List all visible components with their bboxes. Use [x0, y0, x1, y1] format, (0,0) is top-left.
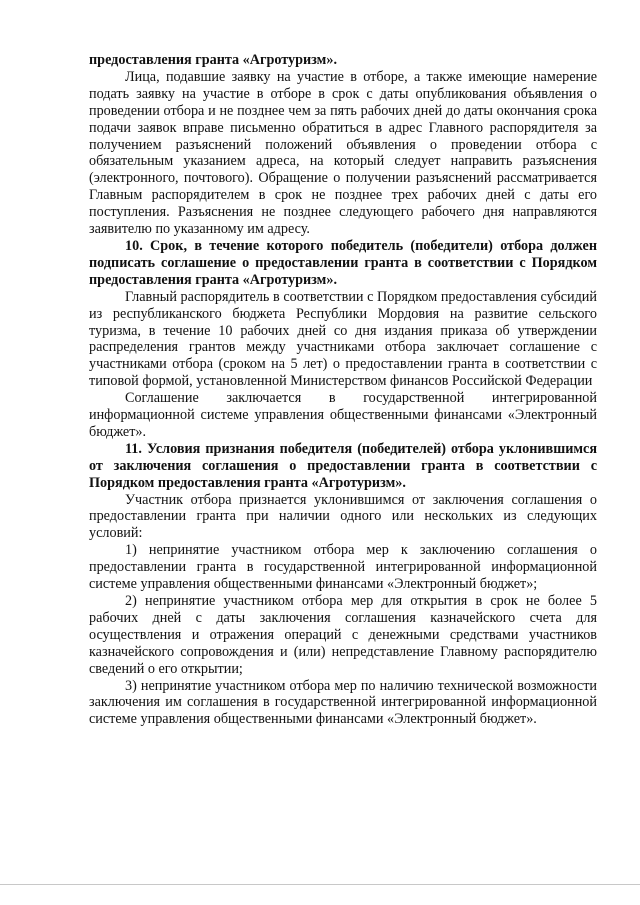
page-bottom-divider — [0, 884, 640, 885]
section-10-heading: 10. Срок, в течение которого победитель (победители) отбора должен подписать соглашение о предоставлении гранта в соответствии с Порядком предоставления гранта «Агротуризм». — [89, 237, 597, 288]
list-item-1: 1) непринятие участником отбора мер к заключению соглашения о предоставлении гранта в государственной интегрированной информационной системе управления общественными финансами «Электронный бюджет»; — [89, 542, 597, 593]
paragraph-clarifications: Лица, подавшие заявку на участие в отборе, а также имеющие намерение подать заявку на участие в отборе в срок с даты опубликования объявления о проведении отбора и не позднее чем за пять рабочих дней до даты окончания срока подачи заявок вправе письменно обратиться в адрес Главного распорядителя за получением разъяснений положений объявления о проведении отбора с обязательным указанием адреса, на который следует направить разъяснения (электронного, почтового). Обращение о получении разъяснений рассматривается Главным распорядителем в срок не позднее трех рабочих дней с даты его поступления. Разъяснения не позднее следующего рабочего дня направляются заявителю по указанному им адресу. — [89, 68, 597, 238]
section-11-heading: 11. Условия признания победителя (победителей) отбора уклонившимся от заключения соглашения о предоставлении гранта в соответствии с Порядком предоставления гранта «Агротуризм». — [89, 440, 597, 491]
list-item-3: 3) непринятие участником отбора мер по наличию технической возможности заключения им соглашения в государственной интегрированной информационной системе управления общественными финансами «Электронный бюджет». — [89, 677, 597, 728]
document-page — [89, 52, 597, 728]
paragraph-electronic-budget: Соглашение заключается в государственной интегрированной информационной системе управления общественными финансами «Электронный бюджет». — [89, 390, 597, 440]
list-item-2: 2) непринятие участником отбора мер для открытия в срок не более 5 рабочих дней с даты заключения соглашения казначейского счета для осуществления и отражения операций с денежными средствами участников казначейского сопровождения и (или) непредставление Главному распорядителю сведений о его открытии; — [89, 593, 597, 677]
paragraph-evasion-conditions: Участник отбора признается уклонившимся от заключения соглашения о предоставлении гранта при наличии одного или нескольких из следующих условий: — [89, 491, 597, 542]
paragraph-continuation-title: предоставления гранта «Агротуризм». — [89, 52, 337, 68]
paragraph-agreement-terms: Главный распорядитель в соответствии с Порядком предоставления субсидий из республиканского бюджета Республики Мордовия на развитие сельского туризма, в течение 10 рабочих дней со дня издания приказа об утверждении распределения грантов между участниками отбора заключает соглашение с участниками отбора (сроком на 5 лет) о предоставлении гранта в соответствии с типовой формой, установленной Министерством финансов Российской Федерации — [89, 288, 597, 390]
